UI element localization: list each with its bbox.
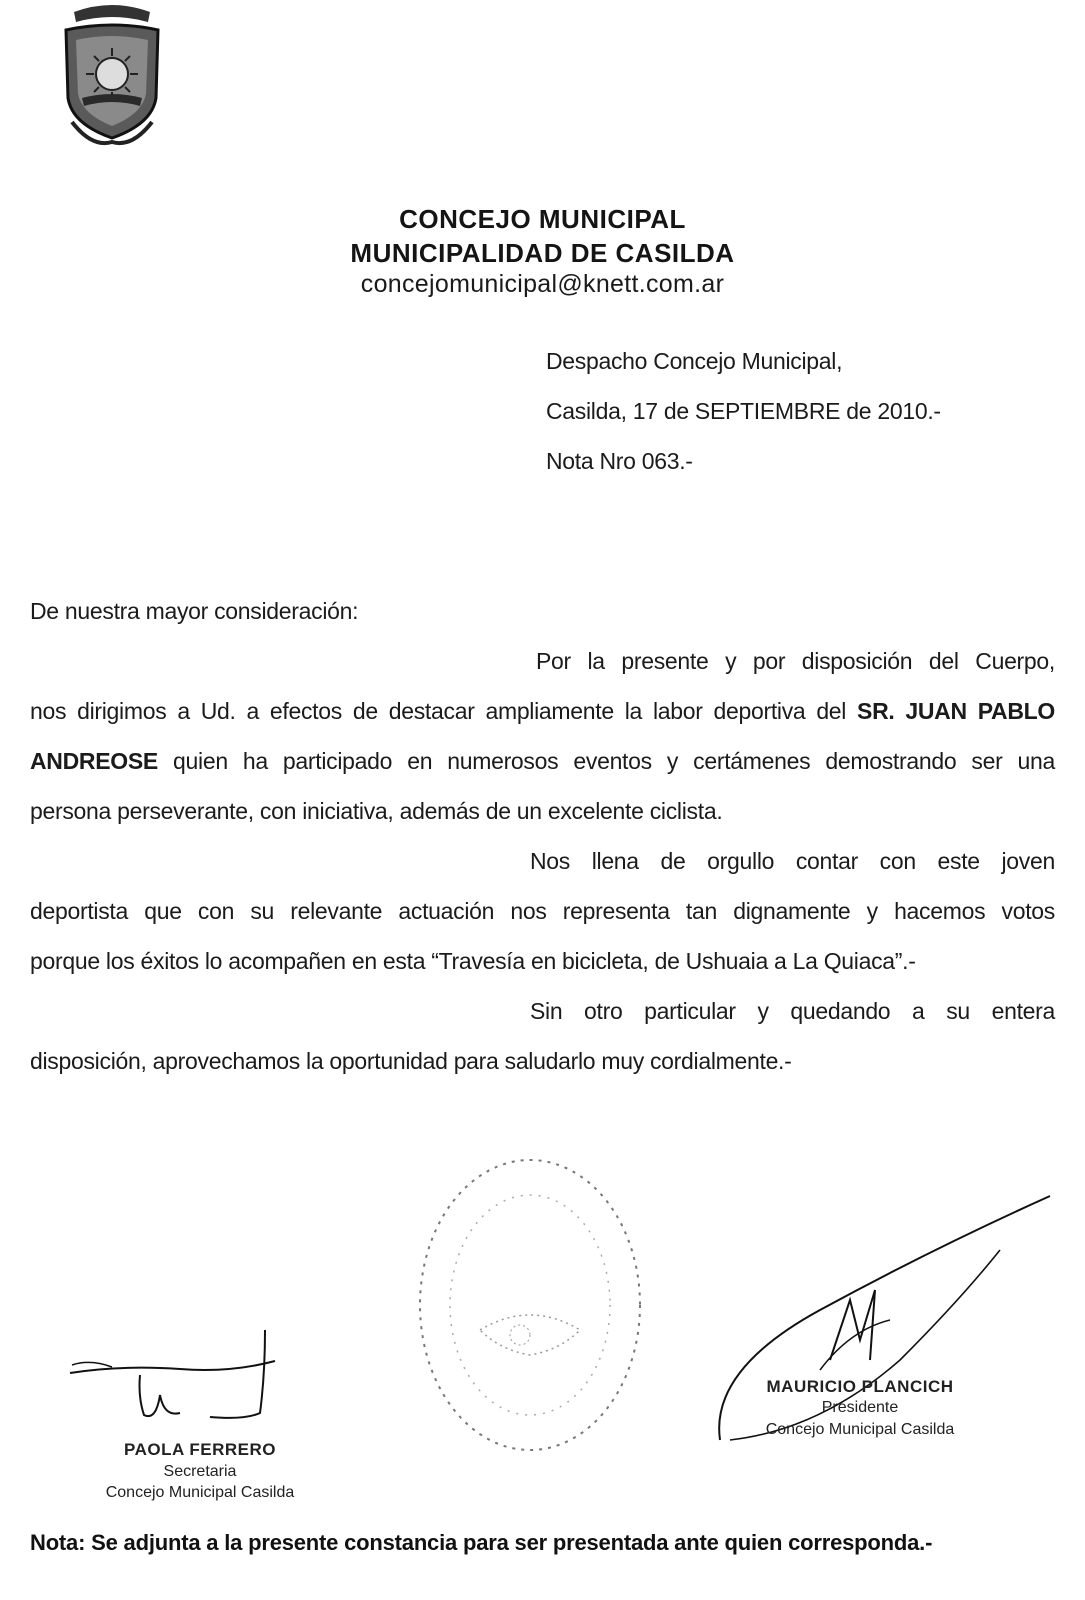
signer-right-org: Concejo Municipal Casilda — [765, 1421, 955, 1438]
paragraph-2-line-1: Nos llena de orgullo contar con este joven — [530, 848, 1055, 874]
paragraph-1-line-2 — [30, 698, 1055, 725]
paragraph-1-line-4: persona perseverante, con iniciativa, además de un excelente ciclista. — [30, 798, 723, 824]
paragraph-1-line-3 — [30, 748, 1055, 775]
paragraph-3-line-1: Sin otro particular y quedando a su entera — [530, 998, 1055, 1024]
note-number: Nota Nro 063.- — [546, 448, 693, 474]
signer-right-title: Presidente — [821, 1399, 899, 1416]
date-line: Casilda, 17 de SEPTIEMBRE de 2010.- — [546, 398, 941, 424]
signer-left-name: PAOLA FERRERO — [124, 1440, 276, 1459]
paragraph-1-line-3-text: quien ha participado en numerosos eventos y certámenes demostrando ser una — [173, 748, 1055, 774]
paragraph-2-line-3: porque los éxitos lo acompañen en esta “Travesía en bicicleta, de Ushuaia a La Quiaca”.- — [30, 948, 916, 974]
letterhead-municipality: MUNICIPALIDAD DE CASILDA — [350, 238, 735, 268]
signature-left-icon — [60, 1325, 300, 1435]
letterhead-email: concejomunicipal@knett.com.ar — [360, 270, 725, 298]
person-name-part-1: SR. JUAN PABLO — [857, 698, 1055, 724]
signer-right-name: MAURICIO PLANCICH — [766, 1377, 954, 1396]
paragraph-3-line-2: disposición, aprovechamos la oportunidad para saludarlo muy cordialmente.- — [30, 1048, 792, 1074]
letterhead-council: CONCEJO MUNICIPAL — [399, 204, 686, 234]
salutation: De nuestra mayor consideración: — [30, 598, 359, 624]
footer-note: Nota: Se adjunta a la presente constancia para ser presentada ante quien corresponda.- — [30, 1530, 933, 1555]
paragraph-2-line-2: deportista que con su relevante actuación nos representa tan dignamente y hacemos votos — [30, 898, 1055, 924]
official-stamp-icon — [410, 1150, 650, 1460]
signer-left-title: Secretaria — [163, 1463, 237, 1480]
signer-left-org: Concejo Municipal Casilda — [105, 1484, 295, 1501]
person-name-part-2: ANDREOSE — [30, 748, 158, 774]
coat-of-arms-icon — [52, 2, 172, 152]
paragraph-1-line-2-text: nos dirigimos a Ud. a efectos de destacar ampliamente la labor deportiva del — [30, 698, 847, 724]
office-line: Despacho Concejo Municipal, — [546, 348, 843, 374]
paragraph-1-line-1: Por la presente y por disposición del Cuerpo, — [536, 648, 1055, 674]
